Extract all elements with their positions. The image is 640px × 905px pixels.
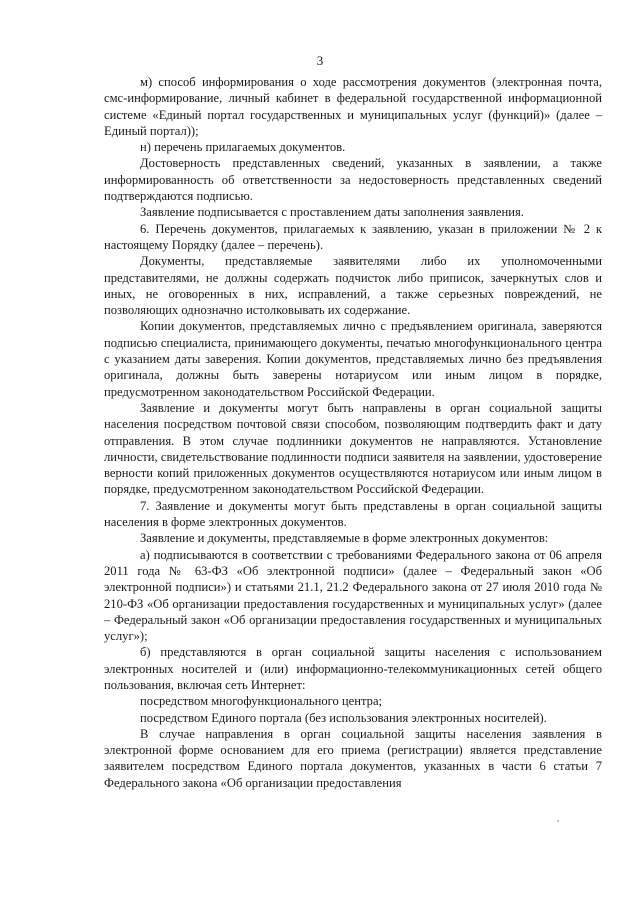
paragraph-m-info-method: м) способ информирования о ходе рассмотрения документов (электронная почта, смс-информирование, личный кабинет в федеральной государственной информационной системе «Единый портал государственных и муниципальных услуг (функций)» (далее – Единый портал)); — [104, 75, 602, 138]
paragraph-electronic-reception: В случае направления в орган социальной защиты населения заявления в электронной форме основанием для его приема (регистрации) является представление заявителем посредством Единого портала документов, указанных в части 6 статьи 7 Федерального закона «Об организации предоставления — [104, 726, 602, 790]
paragraph-signature-date: Заявление подписывается с проставлением даты заполнения заявления. — [140, 205, 524, 220]
paragraph-postal-submission: Заявление и документы могут быть направлены в орган социальной защиты населения посредством почтовой связи способом, позволяющим подтвердить факт и дату отправления. В этом случае подлинники документов не направляются. Установление личности, свидетельствование подлинности подписи заявителя на заявлении, удостоверение верности копий приложенных документов осуществляются нотариусом или иным лицом в порядке, предусмотренном законодательством Российской Федерации. — [104, 400, 602, 497]
scan-speck — [557, 820, 559, 822]
paragraph-electronic-docs-intro: Заявление и документы, представляемые в форме электронных документов: — [140, 531, 549, 546]
paragraph-documents-requirements: Документы, представляемые заявителями либо их уполномоченными представителями, не должны содержать подчисток либо приписок, зачеркнутых слов и иных, не оговоренных в них, исправлений, а также серьезных повреждений, не позволяющих однозначно истолковывать их содержание. — [104, 254, 602, 318]
paragraph-via-mfc: посредством многофункционального центра; — [140, 694, 383, 709]
page-number: 3 — [316, 53, 324, 68]
paragraph-a-signing: а) подписываются в соответствии с требованиями Федерального закона от 06 апреля 2011 года № 63-ФЗ «Об электронной подписи» (далее – Федеральный закон «Об электронной подписи») и статьями 21.1, 21.2 Федерального закона от 27 июля 2010 года № 210-ФЗ «Об организации предоставления государственных и муниципальных услуг» (далее – Федеральный закон «Об организации предоставления государственных и муниципальных услуг»); — [104, 547, 602, 644]
paragraph-b-submission: б) представляются в орган социальной защиты населения с использованием электронных носителей и (или) информационно-телекоммуникационных сетей общего пользования, включая сеть Интернет: — [104, 645, 602, 692]
paragraph-copies-certification: Копии документов, представляемых лично с предъявлением оригинала, заверяются подписью специалиста, принимающего документы, печатью многофункционального центра с указанием даты заверения. Копии документов, представляемых лично без предъявления оригинала, должны быть заверены нотариусом или иным лицом в порядке, предусмотренном законодательством Российской Федерации. — [104, 319, 602, 399]
paragraph-reliability: Достоверность представленных сведений, указанных в заявлении, а также информированность об ответственности за недостоверность представленных сведений подтверждаются подписью. — [104, 156, 602, 204]
paragraph-n-doc-list: н) перечень прилагаемых документов. — [140, 140, 346, 155]
paragraph-6-document-list: 6. Перечень документов, прилагаемых к заявлению, указан в приложении № 2 к настоящему Порядку (далее – перечень). — [104, 221, 602, 252]
paragraph-7-electronic-submission: 7. Заявление и документы могут быть представлены в орган социальной защиты населения в форме электронных документов. — [104, 498, 602, 530]
document-body — [104, 74, 602, 791]
paragraph-via-portal: посредством Единого портала (без использования электронных носителей). — [140, 710, 547, 725]
